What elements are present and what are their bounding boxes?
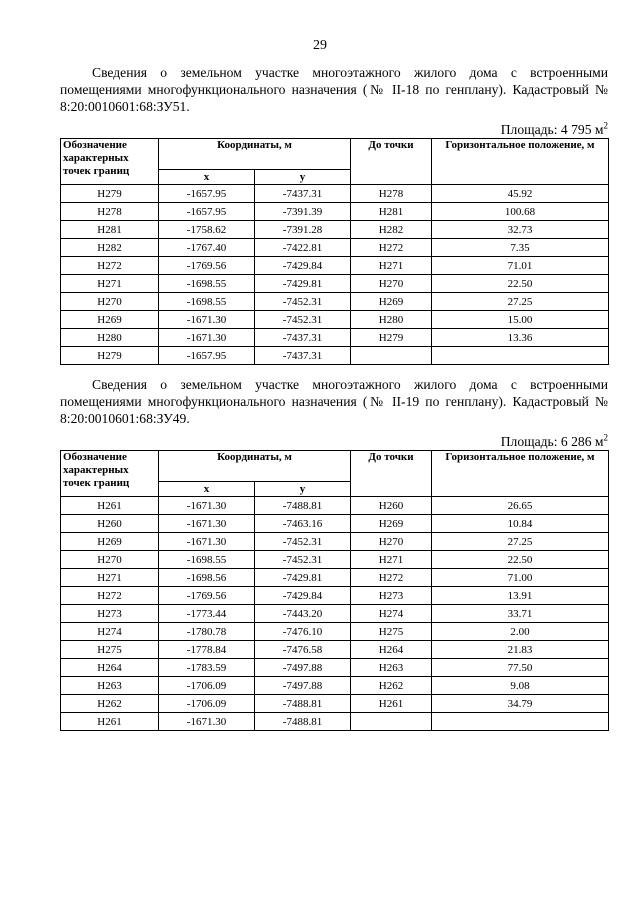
- cell-y: -7497.88: [255, 659, 351, 677]
- cell-y: -7488.81: [255, 497, 351, 515]
- cell-x: -1698.55: [159, 275, 255, 293]
- cell-to-point: Н263: [351, 659, 432, 677]
- cell-horizontal: [432, 347, 609, 365]
- cell-point: Н275: [61, 641, 159, 659]
- cell-point: Н274: [61, 623, 159, 641]
- plot-area-label: Площадь: 6 286 м: [500, 434, 604, 449]
- cell-to-point: Н270: [351, 533, 432, 551]
- cell-horizontal: 22.50: [432, 275, 609, 293]
- table-row: [61, 293, 609, 311]
- cell-horizontal: 34.79: [432, 695, 609, 713]
- plot-area-unit-exponent: 2: [603, 120, 608, 131]
- header-coordinates: Координаты, м: [159, 139, 351, 170]
- plot-description: Сведения о земельном участке многоэтажного жилого дома с встроенными помещениями многофункционального назначения (№ II-19 по генплану). Кадастровый № 8:20:0010601:68:ЗУ49.: [60, 377, 608, 426]
- cell-horizontal: 13.36: [432, 329, 609, 347]
- table-row: [61, 515, 609, 533]
- cell-to-point: Н269: [351, 515, 432, 533]
- cell-x: -1671.30: [159, 713, 255, 731]
- cell-y: -7452.31: [255, 533, 351, 551]
- cell-horizontal: 27.25: [432, 533, 609, 551]
- cell-point: Н262: [61, 695, 159, 713]
- cell-x: -1671.30: [159, 497, 255, 515]
- header-y: y: [255, 170, 351, 185]
- table-row: [61, 239, 609, 257]
- plot-area-label: Площадь: 4 795 м: [500, 122, 604, 137]
- table-row: [61, 257, 609, 275]
- cell-y: -7429.81: [255, 569, 351, 587]
- table-row: [61, 185, 609, 203]
- table-row: [61, 347, 609, 365]
- cell-horizontal: 7.35: [432, 239, 609, 257]
- cell-point: Н279: [61, 347, 159, 365]
- header-designation: Обозначение характерных точек границ: [61, 451, 159, 497]
- cell-x: -1671.30: [159, 515, 255, 533]
- header-coordinates: Координаты, м: [159, 451, 351, 482]
- cell-point: Н282: [61, 239, 159, 257]
- cell-x: -1657.95: [159, 203, 255, 221]
- cell-y: -7452.31: [255, 551, 351, 569]
- cell-x: -1758.62: [159, 221, 255, 239]
- table-row: [61, 329, 609, 347]
- plot-section-2: [60, 376, 608, 731]
- cell-horizontal: 45.92: [432, 185, 609, 203]
- cell-x: -1657.95: [159, 185, 255, 203]
- cell-to-point: [351, 713, 432, 731]
- plot-area: [60, 121, 608, 138]
- plot-area-unit-exponent: 2: [603, 432, 608, 443]
- cell-y: -7476.10: [255, 623, 351, 641]
- cell-point: Н270: [61, 293, 159, 311]
- cell-x: -1671.30: [159, 329, 255, 347]
- cell-horizontal: 71.00: [432, 569, 609, 587]
- cell-point: Н264: [61, 659, 159, 677]
- table-body: [61, 497, 609, 731]
- table-row: [61, 623, 609, 641]
- table-row: [61, 569, 609, 587]
- cell-point: Н260: [61, 515, 159, 533]
- cell-point: Н271: [61, 569, 159, 587]
- cell-horizontal: 13.91: [432, 587, 609, 605]
- cell-x: -1773.44: [159, 605, 255, 623]
- page-number: 29: [313, 38, 327, 53]
- cell-to-point: Н262: [351, 677, 432, 695]
- coordinates-table: [60, 450, 609, 731]
- cell-horizontal: [432, 713, 609, 731]
- cell-y: -7443.20: [255, 605, 351, 623]
- table-row: [61, 311, 609, 329]
- cell-horizontal: 100.68: [432, 203, 609, 221]
- cell-to-point: Н269: [351, 293, 432, 311]
- table-row: [61, 605, 609, 623]
- table-row: [61, 551, 609, 569]
- table-row: [61, 695, 609, 713]
- header-to-point: До точки: [351, 451, 432, 497]
- coordinates-table: [60, 138, 609, 365]
- cell-x: -1769.56: [159, 587, 255, 605]
- header-y: y: [255, 482, 351, 497]
- cell-x: -1698.56: [159, 569, 255, 587]
- cell-x: -1671.30: [159, 533, 255, 551]
- cell-horizontal: 2.00: [432, 623, 609, 641]
- cell-y: -7463.16: [255, 515, 351, 533]
- cell-point: Н278: [61, 203, 159, 221]
- cell-x: -1698.55: [159, 551, 255, 569]
- cell-to-point: Н275: [351, 623, 432, 641]
- cell-to-point: Н264: [351, 641, 432, 659]
- cell-y: -7422.81: [255, 239, 351, 257]
- cell-to-point: Н279: [351, 329, 432, 347]
- table-row: [61, 203, 609, 221]
- cell-horizontal: 21.83: [432, 641, 609, 659]
- cell-to-point: Н271: [351, 257, 432, 275]
- cell-point: Н279: [61, 185, 159, 203]
- cell-y: -7429.81: [255, 275, 351, 293]
- cell-to-point: Н278: [351, 185, 432, 203]
- header-x: x: [159, 170, 255, 185]
- cell-to-point: Н280: [351, 311, 432, 329]
- cell-point: Н271: [61, 275, 159, 293]
- table-row: [61, 533, 609, 551]
- cell-x: -1778.84: [159, 641, 255, 659]
- cell-to-point: Н274: [351, 605, 432, 623]
- cell-to-point: Н282: [351, 221, 432, 239]
- cell-to-point: Н261: [351, 695, 432, 713]
- cell-horizontal: 33.71: [432, 605, 609, 623]
- cell-y: -7476.58: [255, 641, 351, 659]
- cell-to-point: Н281: [351, 203, 432, 221]
- cell-horizontal: 27.25: [432, 293, 609, 311]
- table-row: [61, 275, 609, 293]
- cell-x: -1671.30: [159, 311, 255, 329]
- table-row: [61, 497, 609, 515]
- cell-to-point: Н272: [351, 239, 432, 257]
- header-x: x: [159, 482, 255, 497]
- cell-to-point: Н260: [351, 497, 432, 515]
- cell-horizontal: 32.73: [432, 221, 609, 239]
- plot-area: [60, 433, 608, 450]
- cell-x: -1706.09: [159, 695, 255, 713]
- cell-horizontal: 22.50: [432, 551, 609, 569]
- header-horizontal: Горизонтальное положение, м: [432, 451, 609, 497]
- cell-horizontal: 10.84: [432, 515, 609, 533]
- cell-point: Н261: [61, 497, 159, 515]
- cell-to-point: [351, 347, 432, 365]
- cell-horizontal: 15.00: [432, 311, 609, 329]
- cell-horizontal: 26.65: [432, 497, 609, 515]
- cell-x: -1780.78: [159, 623, 255, 641]
- cell-point: Н270: [61, 551, 159, 569]
- table-body: [61, 185, 609, 365]
- cell-x: -1769.56: [159, 257, 255, 275]
- header-horizontal: Горизонтальное положение, м: [432, 139, 609, 185]
- cell-y: -7452.31: [255, 311, 351, 329]
- plot-description: Сведения о земельном участке многоэтажного жилого дома с встроенными помещениями многофункционального назначения (№ II-18 по генплану). Кадастровый № 8:20:0010601:68:ЗУ51.: [60, 65, 608, 114]
- header-designation: Обозначение характерных точек границ: [61, 139, 159, 185]
- plot-section-1: [60, 64, 608, 365]
- cell-x: -1698.55: [159, 293, 255, 311]
- cell-point: Н272: [61, 257, 159, 275]
- cell-to-point: Н270: [351, 275, 432, 293]
- cell-y: -7391.39: [255, 203, 351, 221]
- cell-y: -7437.31: [255, 347, 351, 365]
- cell-horizontal: 77.50: [432, 659, 609, 677]
- cell-y: -7488.81: [255, 695, 351, 713]
- table-row: [61, 641, 609, 659]
- cell-y: -7391.28: [255, 221, 351, 239]
- table-row: [61, 221, 609, 239]
- cell-y: -7497.88: [255, 677, 351, 695]
- cell-horizontal: 71.01: [432, 257, 609, 275]
- table-row: [61, 713, 609, 731]
- cell-point: Н263: [61, 677, 159, 695]
- cell-point: Н280: [61, 329, 159, 347]
- cell-x: -1767.40: [159, 239, 255, 257]
- table-row: [61, 677, 609, 695]
- cell-y: -7437.31: [255, 329, 351, 347]
- cell-x: -1657.95: [159, 347, 255, 365]
- cell-point: Н269: [61, 533, 159, 551]
- cell-y: -7488.81: [255, 713, 351, 731]
- cell-point: Н281: [61, 221, 159, 239]
- header-to-point: До точки: [351, 139, 432, 185]
- cell-y: -7429.84: [255, 257, 351, 275]
- cell-to-point: Н273: [351, 587, 432, 605]
- cell-horizontal: 9.08: [432, 677, 609, 695]
- cell-point: Н273: [61, 605, 159, 623]
- cell-y: -7429.84: [255, 587, 351, 605]
- cell-x: -1783.59: [159, 659, 255, 677]
- cell-y: -7452.31: [255, 293, 351, 311]
- cell-point: Н261: [61, 713, 159, 731]
- cell-to-point: Н271: [351, 551, 432, 569]
- cell-point: Н269: [61, 311, 159, 329]
- table-row: [61, 587, 609, 605]
- cell-x: -1706.09: [159, 677, 255, 695]
- table-row: [61, 659, 609, 677]
- cell-point: Н272: [61, 587, 159, 605]
- cell-y: -7437.31: [255, 185, 351, 203]
- cell-to-point: Н272: [351, 569, 432, 587]
